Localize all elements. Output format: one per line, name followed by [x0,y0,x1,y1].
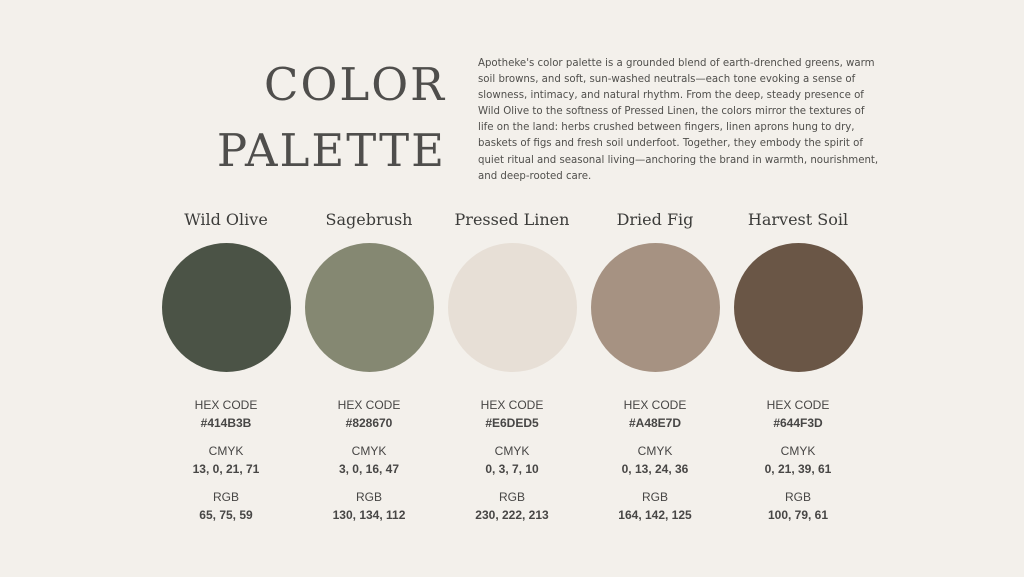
swatch-harvest-soil [728,205,868,524]
cmyk-label: CMYK [208,444,244,458]
swatch-wild-olive [156,205,296,524]
color-specs [728,396,868,524]
color-circle [734,243,863,372]
rgb-value: 164, 142, 125 [618,508,692,522]
palette-description: Apotheke's color palette is a grounded blend of earth-drenched greens, warm soil browns, and soft, sun-washed neutrals—each tone evoking a sense of slowness, intimacy, and natural rhythm. From the deep, steady presence of Wild Olive to the softness of Pressed Linen, the colors mirror the textures of life on the land: herbs crushed between fingers, linen aprons hung to dry, baskets of figs and fresh soil underfoot. Together, they embody the spirit of quiet ritual and seasonal living—anchoring the brand in warmth, nourishment, and deep-rooted care. [478,58,879,182]
rgb-value: 65, 75, 59 [199,508,253,522]
cmyk-label: CMYK [494,444,530,458]
hex-label: HEX CODE [337,398,401,412]
color-specs [585,396,725,524]
hex-label: HEX CODE [766,398,830,412]
hex-value: #A48E7D [628,416,682,430]
swatch-dried-fig [585,205,725,524]
rgb-label: RGB [498,490,525,504]
swatch-pressed-linen [442,205,582,524]
cmyk-value: 13, 0, 21, 71 [192,462,260,476]
rgb-value: 130, 134, 112 [332,508,406,522]
title-line-2: PALETTE [216,124,446,177]
title-line-1: COLOR [264,58,446,111]
swatch-sagebrush [299,205,439,524]
swatch-name: Harvest Soil [747,210,849,229]
cmyk-label: CMYK [637,444,673,458]
swatch-name: Wild Olive [184,210,268,229]
hex-value: #414B3B [200,416,252,430]
cmyk-value: 0, 13, 24, 36 [621,462,689,476]
hex-label: HEX CODE [623,398,687,412]
hex-label: HEX CODE [480,398,544,412]
color-circle [162,243,291,372]
rgb-label: RGB [212,490,239,504]
rgb-label: RGB [355,490,382,504]
cmyk-value: 3, 0, 16, 47 [338,462,400,476]
color-specs [156,396,296,524]
rgb-value: 100, 79, 61 [767,508,829,522]
color-specs [442,396,582,524]
page-title [200,52,446,184]
rgb-value: 230, 222, 213 [475,508,549,522]
color-circle [305,243,434,372]
cmyk-label: CMYK [780,444,816,458]
hex-label: HEX CODE [194,398,258,412]
rgb-label: RGB [641,490,668,504]
rgb-label: RGB [784,490,811,504]
swatch-name: Dried Fig [616,210,694,229]
swatch-name: Pressed Linen [454,210,570,229]
hex-value: #644F3D [773,416,823,430]
swatch-name: Sagebrush [325,210,413,229]
color-circle [448,243,577,372]
cmyk-value: 0, 21, 39, 61 [764,462,832,476]
color-specs [299,396,439,524]
hex-value: #828670 [345,416,393,430]
cmyk-value: 0, 3, 7, 10 [485,462,539,476]
cmyk-label: CMYK [351,444,387,458]
hex-value: #E6DED5 [485,416,539,430]
color-circle [591,243,720,372]
